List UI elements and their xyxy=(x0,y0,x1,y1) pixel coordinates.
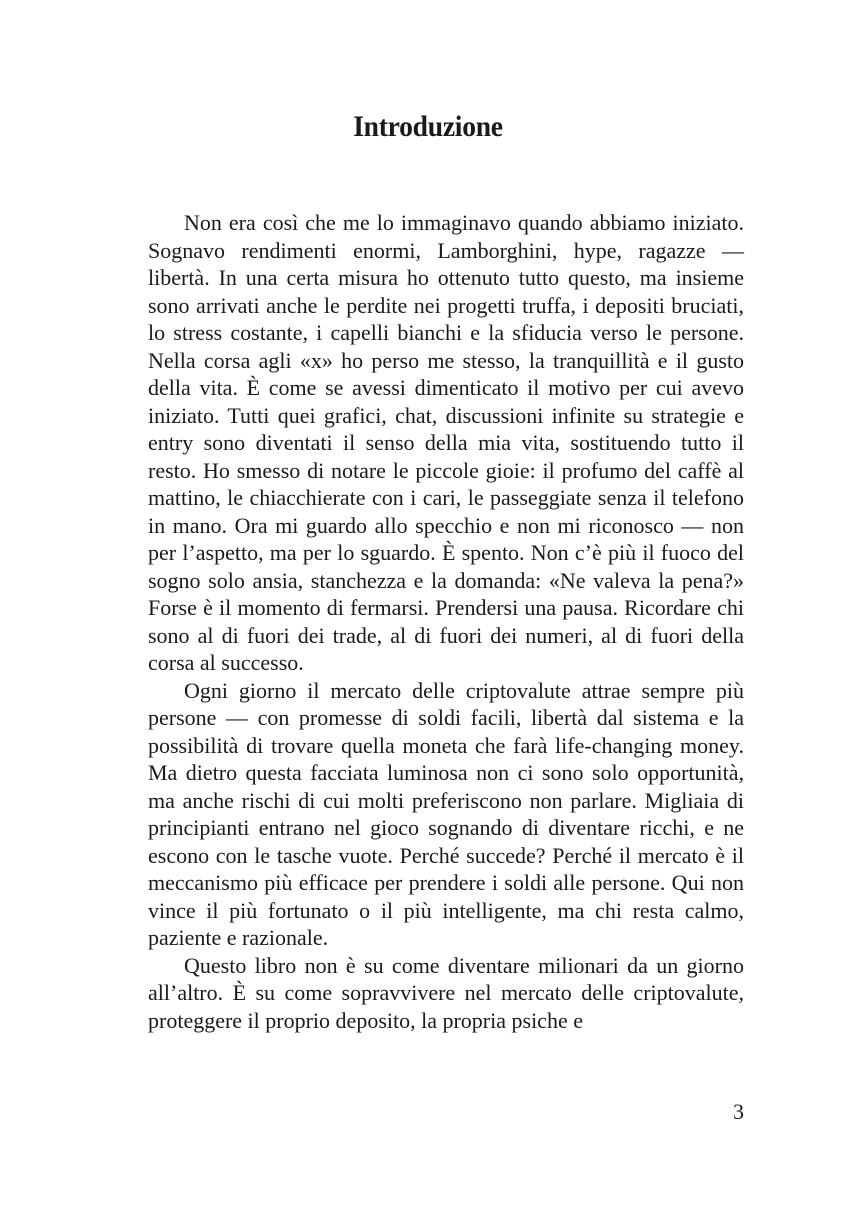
body-text xyxy=(148,209,744,1034)
chapter-title: Introduzione xyxy=(353,110,503,143)
paragraph-3: Questo libro non è su come diventare milionari da un giorno all’altro. È su come sopravvivere nel mercato delle criptovalute, proteggere il proprio deposito, la propria psiche e xyxy=(148,952,744,1033)
paragraph-2: Ogni giorno il mercato delle criptovalute attrae sempre più persone — con promesse di soldi facili, libertà dal sistema e la possibilità di trovare quella moneta che farà life‑changing money. Ma dietro questa facciata luminosa non ci sono solo opportunità, ma anche rischi di cui molti preferiscono non parlare. Migliaia di principianti entrano nel gioco sognando di diventare ricchi, e ne escono con le tasche vuote. Perché succede? Perché il mercato è il meccanismo più efficace per prendere i soldi alle persone. Qui non vince il più fortunato o il più intelligente, ma chi resta calmo, paziente e razionale. xyxy=(148,677,744,950)
paragraph-1: Non era così che me lo immaginavo quando abbiamo iniziato. Sognavo rendimenti enormi, Lamborghini, hype, ragazze — libertà. In una certa misura ho ottenuto tutto questo, ma insieme sono arrivati anche le perdite nei progetti truffa, i depositi bruciati, lo stress costante, i capelli bianchi e la sfiducia verso le persone. Nella corsa agli «x» ho perso me stesso, la tranquillità e il gusto della vita. È come se avessi dimenticato il motivo per cui avevo iniziato. Tutti quei grafici, chat, discussioni infinite su strategie e entry sono diventati il senso della mia vita, sostituendo tutto il resto. Ho smesso di notare le piccole gioie: il profumo del caffè al mattino, le chiacchierate con i cari, le passeggiate senza il telefono in mano. Ora mi guardo allo specchio e non mi riconosco — non per l’aspetto, ma per lo sguardo. È spento. Non c’è più il fuoco del sogno solo ansia, stanchezza e la domanda: «Ne valeva la pena?» Forse è il momento di fermarsi. Prendersi una pausa. Ricordare chi sono al di fuori dei trade, al di fuori dei numeri, al di fuori della corsa al successo. xyxy=(148,210,744,675)
page-number: 3 xyxy=(733,1099,744,1124)
